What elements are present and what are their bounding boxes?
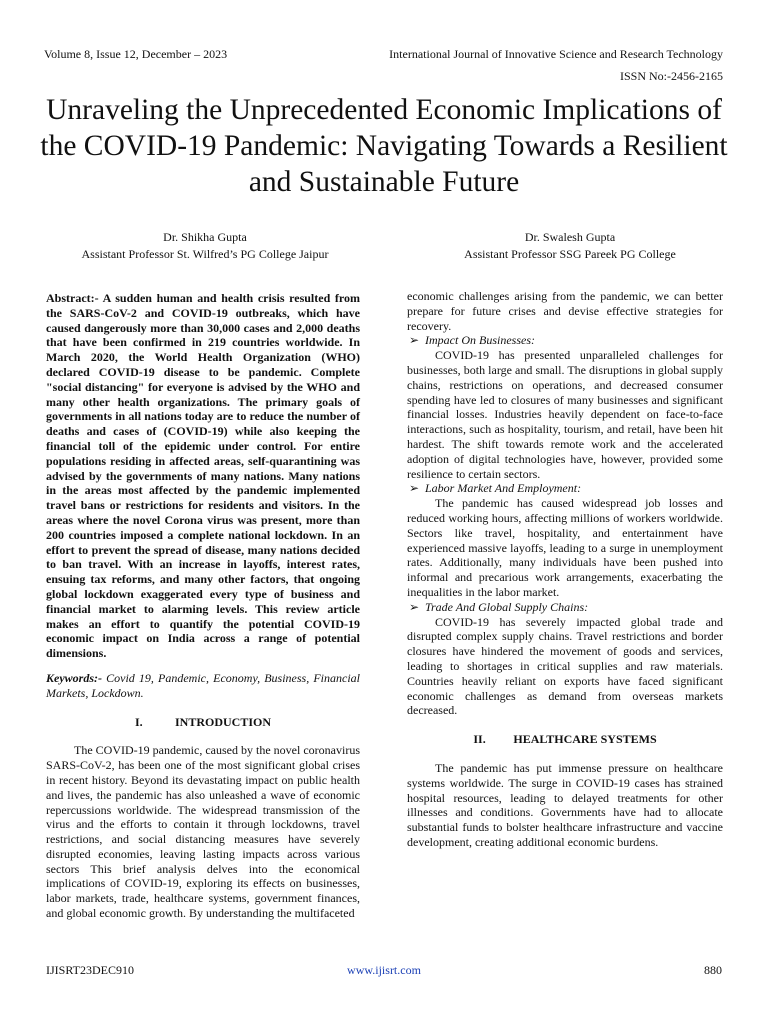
section-title: HEALTHCARE SYSTEMS	[513, 732, 657, 747]
keywords	[46, 671, 360, 701]
arrow-bullet-icon: ➢	[409, 599, 420, 614]
subsection-heading-trade	[407, 600, 723, 615]
arrow-bullet-icon: ➢	[409, 481, 420, 496]
section-number: II.	[473, 732, 486, 747]
author-1	[60, 229, 350, 263]
left-column	[46, 291, 360, 921]
author-name: Dr. Swalesh Gupta	[524, 230, 616, 244]
journal-name: International Journal of Innovative Science and Research Technology	[389, 47, 723, 61]
author-affiliation: Assistant Professor SSG Pareek PG College	[464, 247, 676, 261]
keywords-text: Covid 19, Pandemic, Economy, Business, Financial Markets, Lockdown.	[46, 670, 360, 700]
introduction-paragraph: The COVID-19 pandemic, caused by the novel coronavirus SARS-CoV-2, has been one of the most significant global crises in recent history. Beyond its devastating impact on public health and lives, the pandemic has also unleashed a wave of economic repercussions worldwide. The widespread transmission of the virus and the efforts to contain it through lockdowns, travel restrictions, and social distancing measures have severely disrupted economies, leaving lasting impacts across various sectors This brief analysis delves into the economical implications of COVID-19, exploring its effects on businesses, labor markets, trade, healthcare systems, government finances, and global economic growth. By understanding the multifaceted	[46, 743, 360, 921]
author-affiliation: Assistant Professor St. Wilfred’s PG College Jaipur	[81, 247, 329, 261]
paper-code: IJISRT23DEC910	[46, 963, 134, 977]
right-column	[407, 289, 723, 850]
healthcare-paragraph: The pandemic has put immense pressure on healthcare systems worldwide. The surge in COVID-19 cases has strained hospital resources, leading to delayed treatments for other illnesses and conditions. Governments have had to allocate substantial funds to bolster healthcare infrastructure and vaccine development, creating additional economic burdens.	[407, 760, 723, 849]
keywords-label: Keywords:-	[46, 670, 102, 685]
section-number: I.	[134, 714, 143, 729]
subsection-title: Impact On Businesses:	[425, 333, 535, 348]
website-link[interactable]: www.ijisrt.com	[347, 963, 421, 977]
journal-issn: ISSN No:-2456-2165	[619, 69, 723, 83]
arrow-bullet-icon: ➢	[409, 333, 420, 348]
subsection-heading-labor	[407, 481, 723, 496]
page-number: 880	[704, 963, 722, 977]
subsection-title: Trade And Global Supply Chains:	[425, 599, 589, 614]
section-heading-healthcare	[407, 732, 723, 747]
section-title: INTRODUCTION	[174, 714, 271, 729]
paper-title: Unraveling the Unprecedented Economic Implications of the COVID-19 Pandemic: Navigating Towards a Resilient and Sustainable Future	[40, 94, 728, 198]
subsection-paragraph-labor: The pandemic has caused widespread job losses and reduced working hours, affecting millions of workers worldwide. Sectors like travel, hospitality, and entertainment have experienced massive layoffs, leading to a surge in unemployment rates. Additionally, many individuals have been pushed into informal and precarious work arrangements, exacerbating the inequalities in the labor market.	[407, 496, 723, 599]
subsection-heading-businesses	[407, 333, 723, 348]
subsection-paragraph-trade: COVID-19 has severely impacted global trade and disrupted complex supply chains. Travel restrictions and border closures have hindered the movement of goods and services, leading to shortages in critical supplies and raw materials. Countries heavily reliant on exports have faced significant economic challenges as demand from overseas markets decreased.	[407, 614, 723, 718]
subsection-title: Labor Market And Employment:	[425, 481, 582, 496]
abstract-label: Abstract:-	[46, 291, 99, 305]
author-2	[420, 229, 720, 263]
section-heading-introduction	[46, 715, 360, 730]
journal-volume: Volume 8, Issue 12, December – 2023	[44, 47, 228, 61]
subsection-paragraph-businesses: COVID-19 has presented unparalleled challenges for businesses, both large and small. The disruptions in global supply chains, restrictions on operations, and decreased consumer spending have led to closures of many businesses and significant financial losses. Industries heavily dependent on face-to-face interactions, such as hospitality, tourism, and retail, have been hit hardest. The shift towards remote work and the accelerated adoption of digital technologies have, however, provided some resilience to certain sectors.	[407, 348, 723, 481]
author-name: Dr. Shikha Gupta	[163, 230, 247, 244]
abstract-text: A sudden human and health crisis resulted from the SARS-CoV-2 and COVID-19 outbreaks, which have caused dangerously more than 30,000 cases and 2,000 deaths that have been confirmed in 219 countries worldwide. In March 2020, the World Health Organization (WHO) declared COVID-19 disease to be pandemic. Complete "social distancing" for everyone is advised by the WHO and many other health organizations. The primary goals of governments in all nations today are to reduce the number of deaths and cases of (COVID-19) while also keeping the financial toll of the epidemic under control. For entire populations residing in affected areas, self-quarantining was advised by the governments of many nations. Many nations in the areas most affected by the pandemic implemented travel bans or restrictions for residents and visitors. In the areas where the novel Corona virus was present, more than 200 countries imposed a complete national lockdown. In an effort to prevent the spread of disease, many nations decided to ban travel. With an increase in layoffs, interest rates, ensuing tax reforms, and many other factors, that ongoing global lockdown exaggerated every type of business and financial market to alarming levels. This review article makes an effort to quantify the potential COVID-19 economic impact on India across a range of potential dimensions.	[46, 291, 360, 661]
abstract	[46, 291, 360, 661]
introduction-continuation: economic challenges arising from the pandemic, we can better prepare for future crises and devise effective strategies for recovery.	[407, 289, 723, 333]
